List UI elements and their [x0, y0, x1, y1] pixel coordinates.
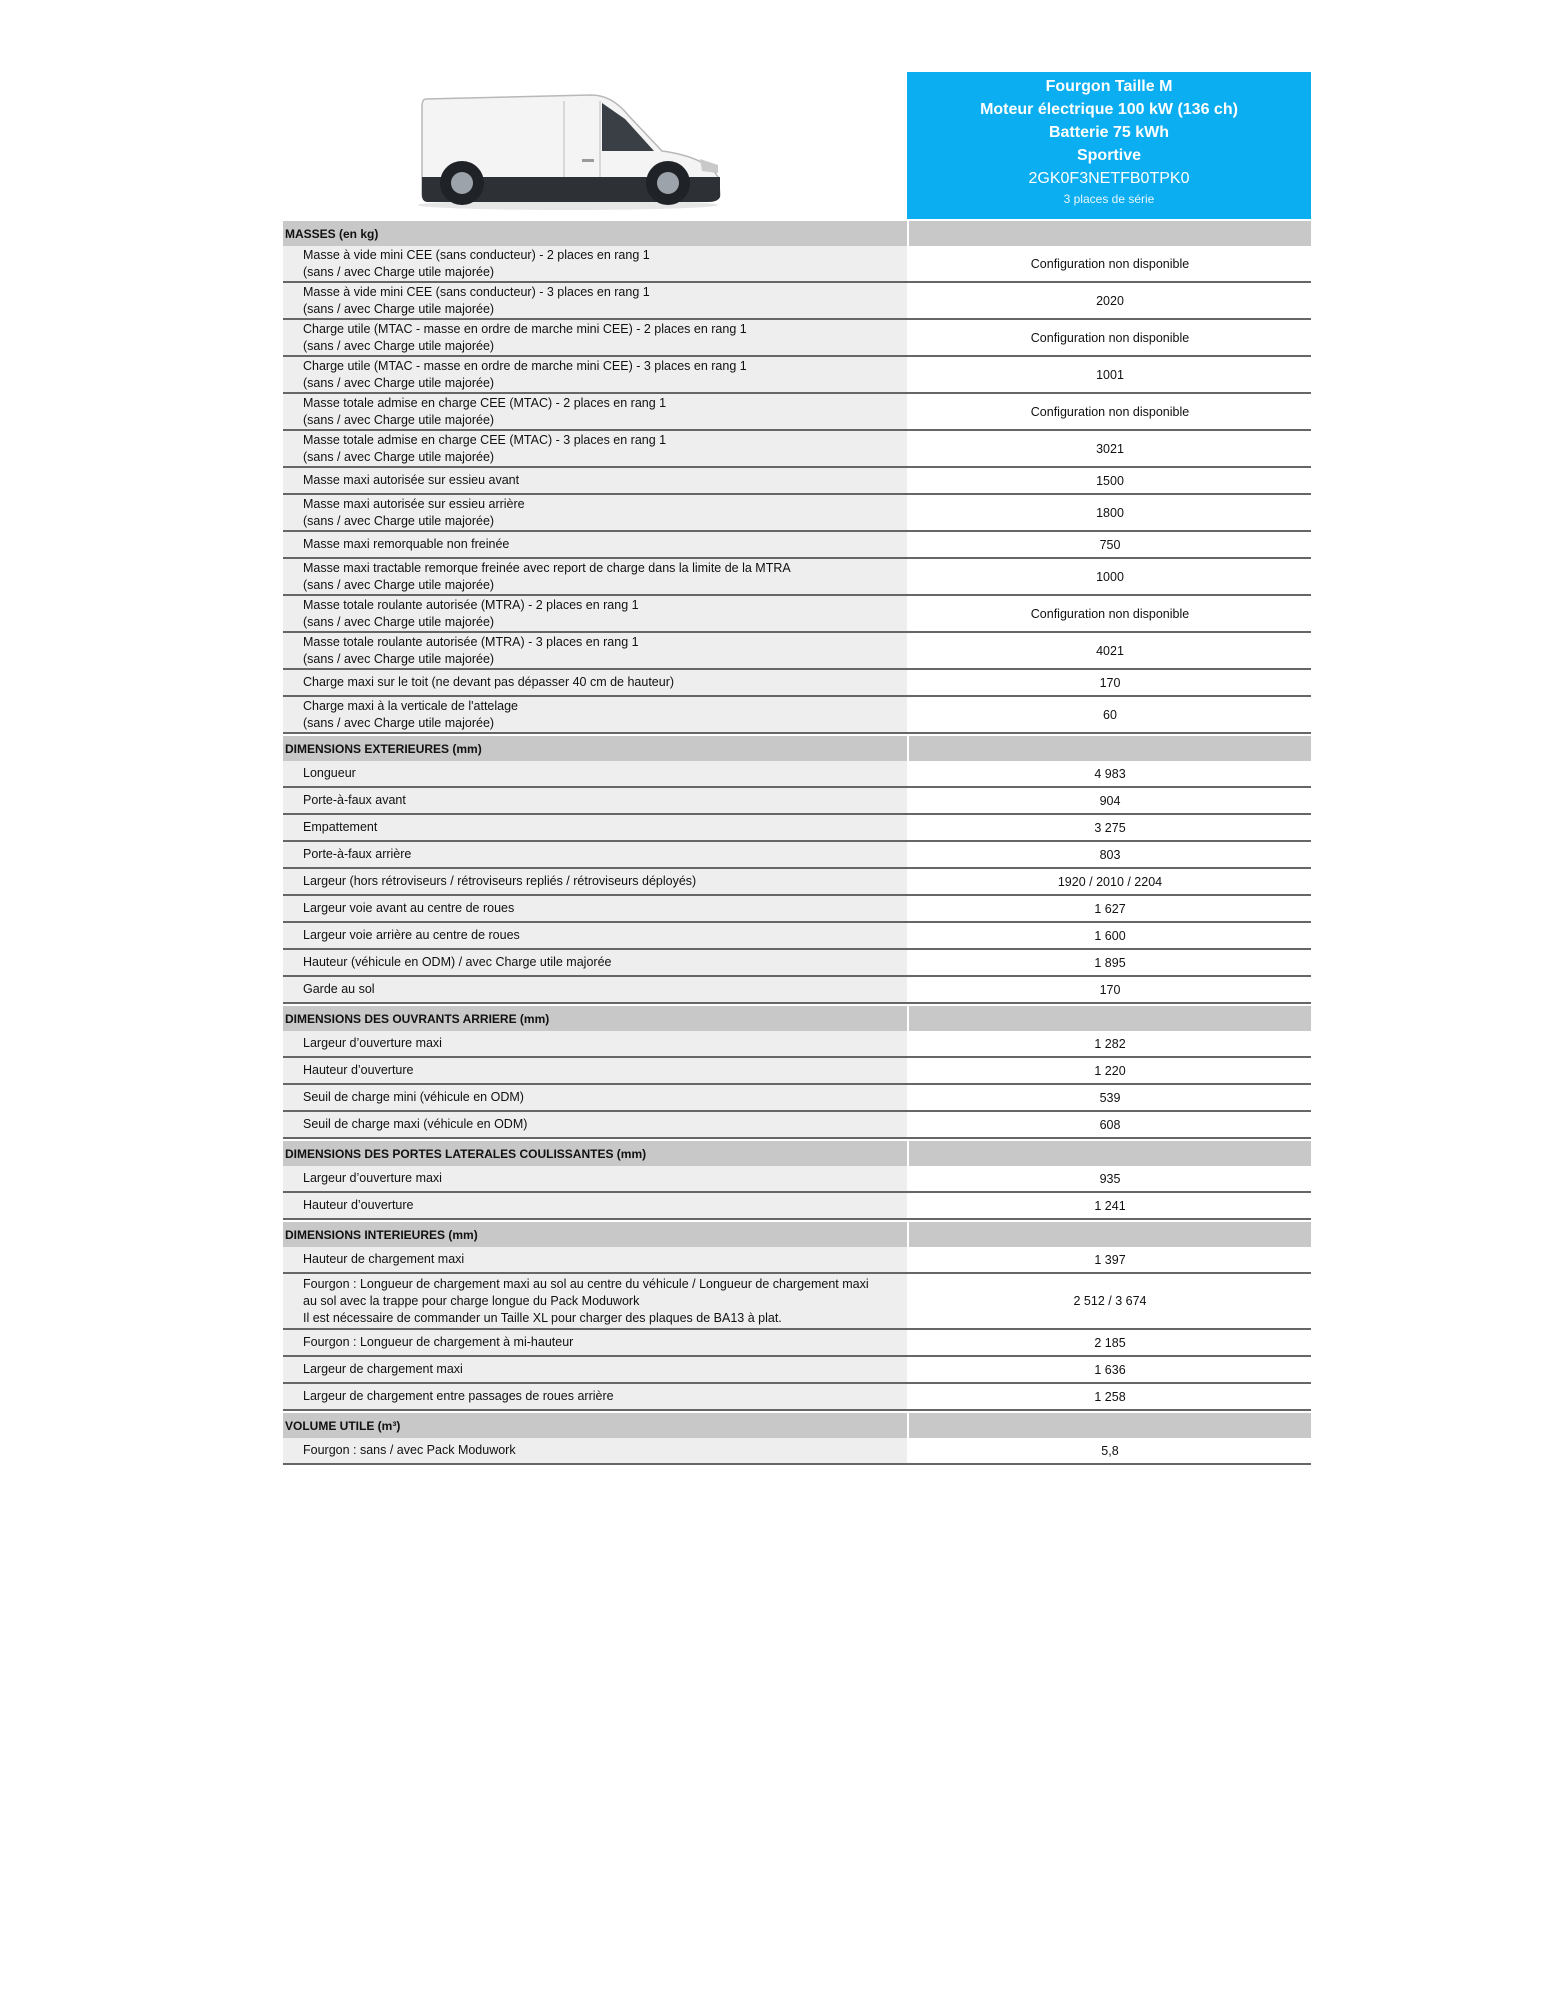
spec-label: Largeur voie avant au centre de roues: [283, 896, 907, 921]
header-line-1: Fourgon Taille M: [1045, 78, 1173, 95]
spec-label: Fourgon : sans / avec Pack Moduwork: [283, 1438, 907, 1463]
spec-label: Empattement: [283, 815, 907, 840]
spec-row: [283, 1031, 1311, 1058]
spec-row: [283, 977, 1311, 1004]
section-title: DIMENSIONS DES OUVRANTS ARRIERE (mm): [285, 1011, 550, 1026]
spec-row: [283, 1193, 1311, 1220]
spec-value: Configuration non disponible: [907, 320, 1311, 355]
header-line-2: Moteur électrique 100 kW (136 ch): [980, 101, 1238, 118]
spec-value: 5,8: [907, 1438, 1311, 1463]
spec-value: 539: [907, 1085, 1311, 1110]
spec-value: 2 185: [907, 1330, 1311, 1355]
spec-row: [283, 532, 1311, 559]
section-title: DIMENSIONS DES PORTES LATERALES COULISSANTES (mm): [285, 1146, 647, 1161]
seats-note: 3 places de série: [1063, 192, 1155, 206]
spec-row: [283, 596, 1311, 633]
spec-label: Charge maxi à la verticale de l'attelage (sans / avec Charge utile majorée): [283, 697, 907, 732]
spec-label: Hauteur (véhicule en ODM) / avec Charge utile majorée: [283, 950, 907, 975]
spec-row: [283, 896, 1311, 923]
spec-value: 2 512 / 3 674: [907, 1274, 1311, 1328]
section-value-cell: [907, 221, 1311, 246]
spec-value: Configuration non disponible: [907, 246, 1311, 281]
spec-table: [283, 219, 1311, 1465]
spec-row: [283, 815, 1311, 842]
spec-row: [283, 788, 1311, 815]
spec-label: Porte-à-faux avant: [283, 788, 907, 813]
spec-value: 1 258: [907, 1384, 1311, 1409]
section-value-cell: [907, 736, 1311, 761]
spec-label: Largeur (hors rétroviseurs / rétroviseurs repliés / rétroviseurs déployés): [283, 869, 907, 894]
spec-row: [283, 1330, 1311, 1357]
spec-label: Masse maxi autorisée sur essieu avant: [283, 468, 907, 493]
spec-label: Seuil de charge mini (véhicule en ODM): [283, 1085, 907, 1110]
section-header: [283, 734, 1311, 761]
section-header: [283, 1004, 1311, 1031]
spec-label: Hauteur d’ouverture: [283, 1058, 907, 1083]
spec-value: 1 895: [907, 950, 1311, 975]
spec-label: Largeur de chargement maxi: [283, 1357, 907, 1382]
section-title: DIMENSIONS INTERIEURES (mm): [285, 1227, 478, 1242]
spec-value: Configuration non disponible: [907, 394, 1311, 429]
spec-label: Masse totale roulante autorisée (MTRA) - 2 places en rang 1 (sans / avec Charge utile majorée): [283, 596, 907, 631]
spec-label: Charge utile (MTAC - masse en ordre de marche mini CEE) - 2 places en rang 1 (sans / avec Charge utile majorée): [283, 320, 907, 355]
spec-value: 1 397: [907, 1247, 1311, 1272]
van-image-cell: [283, 72, 907, 219]
spec-value: 3021: [907, 431, 1311, 466]
spec-label: Masse maxi tractable remorque freinée avec report de charge dans la limite de la MTRA (sans / avec Charge utile majorée): [283, 559, 907, 594]
spec-value: 904: [907, 788, 1311, 813]
spec-row: [283, 357, 1311, 394]
section-header: [283, 1139, 1311, 1166]
spec-row: [283, 1085, 1311, 1112]
spec-value: 1 282: [907, 1031, 1311, 1056]
spec-label: Largeur voie arrière au centre de roues: [283, 923, 907, 948]
spec-value: 1 600: [907, 923, 1311, 948]
section-title: MASSES (en kg): [285, 226, 379, 241]
spec-value: 935: [907, 1166, 1311, 1191]
spec-row: [283, 320, 1311, 357]
spec-value: 803: [907, 842, 1311, 867]
spec-value: 1001: [907, 357, 1311, 392]
spec-row: [283, 246, 1311, 283]
section-value-cell: [907, 1006, 1311, 1031]
spec-label: Charge utile (MTAC - masse en ordre de marche mini CEE) - 3 places en rang 1 (sans / avec Charge utile majorée): [283, 357, 907, 392]
version-header: [907, 72, 1311, 219]
spec-value: 1 636: [907, 1357, 1311, 1382]
spec-label: Seuil de charge maxi (véhicule en ODM): [283, 1112, 907, 1137]
spec-value: 4 983: [907, 761, 1311, 786]
spec-row: [283, 670, 1311, 697]
spec-row: [283, 633, 1311, 670]
spec-label: Masse maxi autorisée sur essieu arrière (sans / avec Charge utile majorée): [283, 495, 907, 530]
spec-value: 750: [907, 532, 1311, 557]
spec-value: 170: [907, 670, 1311, 695]
spec-label: Garde au sol: [283, 977, 907, 1002]
spec-label: Hauteur de chargement maxi: [283, 1247, 907, 1272]
spec-label: Masse totale roulante autorisée (MTRA) - 3 places en rang 1 (sans / avec Charge utile majorée): [283, 633, 907, 668]
van-image: [416, 81, 726, 213]
section-header: [283, 1411, 1311, 1438]
spec-row: [283, 950, 1311, 977]
version-code: 2GK0F3NETFB0TPK0: [1028, 170, 1190, 187]
spec-value: 4021: [907, 633, 1311, 668]
spec-label: Hauteur d’ouverture: [283, 1193, 907, 1218]
spec-label: Masse à vide mini CEE (sans conducteur) - 2 places en rang 1 (sans / avec Charge utile majorée): [283, 246, 907, 281]
spec-label: Masse totale admise en charge CEE (MTAC) - 3 places en rang 1 (sans / avec Charge utile majorée): [283, 431, 907, 466]
spec-row: [283, 1384, 1311, 1411]
spec-row: [283, 869, 1311, 896]
spec-row: [283, 761, 1311, 788]
spec-value: Configuration non disponible: [907, 596, 1311, 631]
section-value-cell: [907, 1141, 1311, 1166]
spec-row: [283, 923, 1311, 950]
spec-row: [283, 431, 1311, 468]
spec-value: 3 275: [907, 815, 1311, 840]
spec-value: 608: [907, 1112, 1311, 1137]
section-title: VOLUME UTILE (m³): [285, 1418, 401, 1433]
spec-value: 1500: [907, 468, 1311, 493]
spec-row: [283, 283, 1311, 320]
spec-label: Largeur d’ouverture maxi: [283, 1031, 907, 1056]
spec-row: [283, 1438, 1311, 1465]
spec-row: [283, 697, 1311, 734]
section-value-cell: [907, 1222, 1311, 1247]
spec-row: [283, 1274, 1311, 1330]
spec-row: [283, 394, 1311, 431]
header-row: [283, 72, 1311, 219]
header-line-3: Batterie 75 kWh: [1048, 124, 1170, 141]
spec-label: Longueur: [283, 761, 907, 786]
spec-label: Porte-à-faux arrière: [283, 842, 907, 867]
spec-value: 1920 / 2010 / 2204: [907, 869, 1311, 894]
spec-value: 1800: [907, 495, 1311, 530]
spec-row: [283, 559, 1311, 596]
spec-value: 1 220: [907, 1058, 1311, 1083]
spec-row: [283, 1058, 1311, 1085]
spec-label: Fourgon : Longueur de chargement maxi au sol au centre du véhicule / Longueur de chargement maxi au sol avec la trappe pour charge longue du Pack Moduwork Il est nécessaire de commander un Taille XL pour charger des plaques de BA13 à plat.: [283, 1274, 907, 1328]
spec-value: 1 241: [907, 1193, 1311, 1218]
spec-label: Charge maxi sur le toit (ne devant pas dépasser 40 cm de hauteur): [283, 670, 907, 695]
section-header: [283, 1220, 1311, 1247]
spec-row: [283, 495, 1311, 532]
section-value-cell: [907, 1413, 1311, 1438]
spec-value: 2020: [907, 283, 1311, 318]
spec-row: [283, 1166, 1311, 1193]
spec-label: Fourgon : Longueur de chargement à mi-hauteur: [283, 1330, 907, 1355]
spec-row: [283, 468, 1311, 495]
spec-value: 1 627: [907, 896, 1311, 921]
spec-sheet: [283, 72, 1311, 1465]
spec-row: [283, 1357, 1311, 1384]
spec-row: [283, 1247, 1311, 1274]
spec-value: 1000: [907, 559, 1311, 594]
spec-label: Masse maxi remorquable non freinée: [283, 532, 907, 557]
spec-value: 60: [907, 697, 1311, 732]
section-header: [283, 219, 1311, 246]
spec-label: Masse à vide mini CEE (sans conducteur) - 3 places en rang 1 (sans / avec Charge utile majorée): [283, 283, 907, 318]
spec-label: Largeur de chargement entre passages de roues arrière: [283, 1384, 907, 1409]
spec-label: Largeur d’ouverture maxi: [283, 1166, 907, 1191]
spec-row: [283, 1112, 1311, 1139]
header-line-4: Sportive: [1076, 147, 1141, 164]
spec-value: 170: [907, 977, 1311, 1002]
spec-label: Masse totale admise en charge CEE (MTAC) - 2 places en rang 1 (sans / avec Charge utile majorée): [283, 394, 907, 429]
spec-row: [283, 842, 1311, 869]
section-title: DIMENSIONS EXTERIEURES (mm): [285, 741, 482, 756]
